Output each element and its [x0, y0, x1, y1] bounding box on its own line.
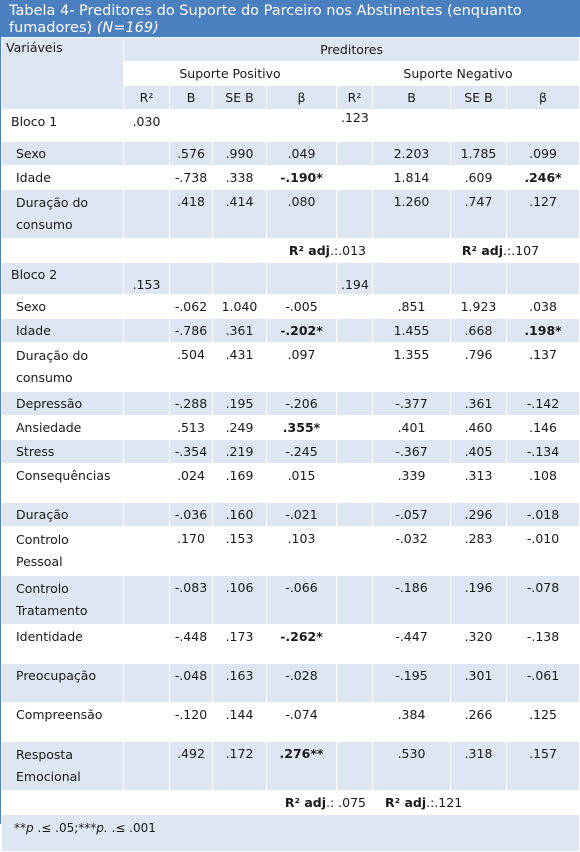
cell-b: -.048 [170, 664, 213, 703]
row-var: Resposta Emocional [2, 742, 124, 791]
cell-beta: .097 [267, 343, 337, 392]
table-row [2, 527, 580, 576]
cell-b: -.786 [170, 319, 213, 343]
cell-beta: .146 [507, 416, 580, 440]
cell-b: -.354 [170, 440, 213, 464]
cell-se: .283 [451, 527, 507, 576]
cell-beta: .038 [507, 295, 580, 319]
cell-beta: -.005 [267, 295, 337, 319]
cell-se: .668 [451, 319, 507, 343]
cell-b: 1.355 [373, 343, 451, 392]
cell-se: .195 [213, 392, 267, 416]
cell-beta: .157 [507, 742, 580, 791]
cell-se: .266 [451, 703, 507, 742]
cell-b: .401 [373, 416, 451, 440]
cell-beta: .127 [507, 190, 580, 239]
bloco1-r2-neg: .123 [337, 110, 373, 142]
cell-b: -.195 [373, 664, 451, 703]
cell-se: .106 [213, 576, 267, 625]
table-row [2, 190, 580, 239]
cell-b: -.377 [373, 392, 451, 416]
cell-se: .296 [451, 503, 507, 527]
cell-beta-significant: -.190* [280, 170, 323, 185]
cell-se: .172 [213, 742, 267, 791]
cell-se: .990 [213, 142, 267, 166]
cell-b: .851 [373, 295, 451, 319]
cell-b: -.062 [170, 295, 213, 319]
row-var: Stress [2, 440, 124, 464]
cell-b: -.083 [170, 576, 213, 625]
cell-b: 1.814 [373, 166, 451, 190]
cell-beta: -.245 [267, 440, 337, 464]
cell-b: -.367 [373, 440, 451, 464]
bloco2-r2-neg: .194 [337, 263, 373, 295]
cell-b: -.738 [170, 166, 213, 190]
col-header: B [373, 86, 451, 110]
header-suporte-positivo: Suporte Positivo [124, 62, 337, 86]
cell-beta: -.021 [267, 503, 337, 527]
cell-se: .609 [451, 166, 507, 190]
cell-beta: -.074 [267, 703, 337, 742]
cell-b: -.186 [373, 576, 451, 625]
cell-b: -.288 [170, 392, 213, 416]
table-row [2, 503, 580, 527]
cell-beta: -.066 [267, 576, 337, 625]
cell-se: .318 [451, 742, 507, 791]
col-header: R² [337, 86, 373, 110]
cell-beta: -.061 [507, 664, 580, 703]
row-var: Sexo [2, 142, 124, 166]
bloco1-r2-pos: .030 [124, 110, 170, 142]
header-variaveis: Variáveis [2, 38, 124, 110]
regression-table [1, 37, 580, 852]
cell-beta-significant: .246* [524, 170, 562, 185]
cell-b: .418 [170, 190, 213, 239]
cell-b: -.032 [373, 527, 451, 576]
table-row [2, 703, 580, 742]
cell-beta-significant: -.202* [280, 323, 323, 338]
row-var: Duração do consumo [2, 343, 124, 392]
cell-beta: -.206 [267, 392, 337, 416]
cell-se: .301 [451, 664, 507, 703]
table-row [2, 625, 580, 664]
col-header: β [507, 86, 580, 110]
cell-b: .513 [170, 416, 213, 440]
row-var: Compreensão [2, 703, 124, 742]
cell-b: -.448 [170, 625, 213, 664]
col-header: R² [124, 86, 170, 110]
cell-se: .405 [451, 440, 507, 464]
col-header: SE B [213, 86, 267, 110]
table-row [2, 142, 580, 166]
cell-beta: -.134 [507, 440, 580, 464]
bloco2-label: Bloco 2 [2, 263, 124, 295]
cell-se: 1.040 [213, 295, 267, 319]
cell-se: .163 [213, 664, 267, 703]
cell-b: -.120 [170, 703, 213, 742]
bloco2-r2-pos: .153 [124, 263, 170, 295]
cell-b: .170 [170, 527, 213, 576]
table-row [2, 416, 580, 440]
table-row [2, 464, 580, 503]
cell-se: .747 [451, 190, 507, 239]
caption-title: Tabela 4- Preditores do Suporte do Parceiro nos Abstinentes (enquanto fumadores) [9, 3, 522, 36]
table-row [2, 295, 580, 319]
bloco1-r2adj-neg: R² adj.:.107 [373, 239, 580, 263]
bloco1-r2adj-pos: R² adj.:.013 [213, 239, 373, 263]
table-row [2, 343, 580, 392]
header-suporte-negativo: Suporte Negativo [337, 62, 580, 86]
cell-se: .219 [213, 440, 267, 464]
cell-b: .530 [373, 742, 451, 791]
cell-se: .361 [213, 319, 267, 343]
cell-beta: -.018 [507, 503, 580, 527]
cell-b: .492 [170, 742, 213, 791]
cell-se: .460 [451, 416, 507, 440]
cell-b: -.057 [373, 503, 451, 527]
cell-se: .160 [213, 503, 267, 527]
caption-sample-size: (N=169) [96, 20, 159, 36]
r2-adj-row [2, 791, 580, 815]
table-row [2, 392, 580, 416]
table-row [2, 742, 580, 791]
cell-beta: -.142 [507, 392, 580, 416]
cell-b: -.447 [373, 625, 451, 664]
table-row [2, 576, 580, 625]
cell-se: .313 [451, 464, 507, 503]
row-var: Sexo [2, 295, 124, 319]
cell-beta: .080 [267, 190, 337, 239]
cell-b: .576 [170, 142, 213, 166]
r2-adj-row [2, 239, 580, 263]
cell-beta-significant: .355* [282, 420, 321, 435]
row-var: Consequências [2, 464, 124, 503]
cell-beta-significant: .276** [279, 746, 324, 761]
cell-se: .431 [213, 343, 267, 392]
table-row [2, 664, 580, 703]
bloco2-r2adj-neg: R² adj.:.121 [373, 791, 580, 815]
table-caption [1, 1, 579, 37]
cell-se: .144 [213, 703, 267, 742]
row-var: Duração [2, 503, 124, 527]
cell-se: 1.923 [451, 295, 507, 319]
cell-se: .173 [213, 625, 267, 664]
cell-beta-significant: .198* [524, 323, 562, 338]
cell-beta: .049 [267, 142, 337, 166]
bloco1-label: Bloco 1 [2, 110, 124, 142]
cell-beta: .108 [507, 464, 580, 503]
row-var: Preocupação [2, 664, 124, 703]
cell-se: .196 [451, 576, 507, 625]
cell-b: .504 [170, 343, 213, 392]
cell-b: .339 [373, 464, 451, 503]
row-var: Idade [2, 166, 124, 190]
footnote: **p .≤ .05;***p. .≤ .001 [2, 815, 580, 852]
cell-beta: .103 [267, 527, 337, 576]
row-var: Depressão [2, 392, 124, 416]
row-var: Identidade [2, 625, 124, 664]
bloco2-r2adj-pos: R² adj.: .075 [213, 791, 373, 815]
cell-b: .024 [170, 464, 213, 503]
cell-beta-significant: -.262* [280, 629, 323, 644]
cell-se: .153 [213, 527, 267, 576]
row-var: Controlo Tratamento [2, 576, 124, 625]
row-var: Controlo Pessoal [2, 527, 124, 576]
cell-beta: .015 [267, 464, 337, 503]
cell-beta: -.078 [507, 576, 580, 625]
row-var: Idade [2, 319, 124, 343]
cell-b: .384 [373, 703, 451, 742]
col-header: β [267, 86, 337, 110]
table-row [2, 166, 580, 190]
cell-se: .796 [451, 343, 507, 392]
col-header: SE B [451, 86, 507, 110]
cell-se: .338 [213, 166, 267, 190]
cell-b: 1.260 [373, 190, 451, 239]
cell-beta: .125 [507, 703, 580, 742]
cell-se: .320 [451, 625, 507, 664]
cell-se: 1.785 [451, 142, 507, 166]
cell-beta: .099 [507, 142, 580, 166]
cell-beta: -.138 [507, 625, 580, 664]
cell-se: .249 [213, 416, 267, 440]
cell-beta: -.010 [507, 527, 580, 576]
table-row [2, 440, 580, 464]
table-row [2, 319, 580, 343]
cell-b: 1.455 [373, 319, 451, 343]
cell-se: .414 [213, 190, 267, 239]
cell-b: -.036 [170, 503, 213, 527]
header-preditores: Preditores [124, 38, 580, 62]
col-header: B [170, 86, 213, 110]
cell-beta: .137 [507, 343, 580, 392]
cell-se: .169 [213, 464, 267, 503]
cell-b: 2.203 [373, 142, 451, 166]
row-var: Duração do consumo [2, 190, 124, 239]
cell-beta: -.028 [267, 664, 337, 703]
cell-se: .361 [451, 392, 507, 416]
row-var: Ansiedade [2, 416, 124, 440]
